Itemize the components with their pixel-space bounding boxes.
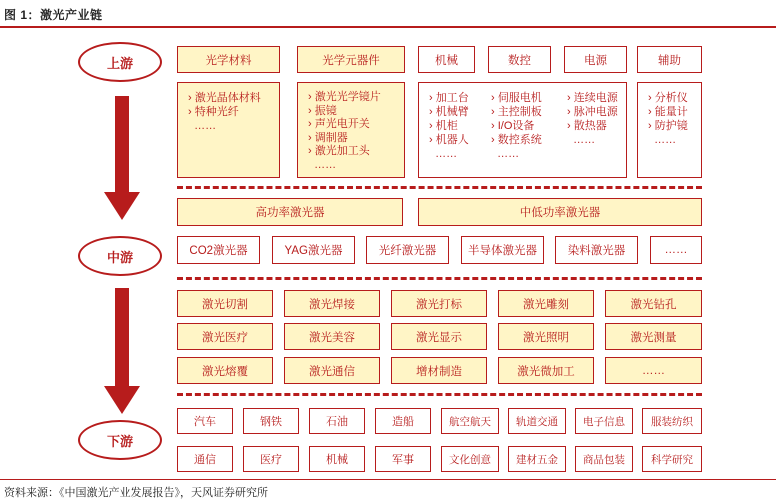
mechanical-list	[419, 83, 469, 161]
list-item: › 机械臂	[429, 106, 469, 118]
components-list	[298, 83, 404, 172]
list-item: › 伺服电机	[491, 92, 542, 104]
upstream-header-cnc: 数控	[488, 46, 551, 73]
upstream-header-power: 电源	[564, 46, 627, 73]
list-item: ……	[435, 148, 458, 160]
list-item: › 振镜	[308, 104, 337, 117]
industry-textiles: 服装纺织	[642, 408, 702, 434]
application-laser-cladding: 激光熔覆	[177, 357, 273, 384]
list-item: › 激光光学镜片	[308, 91, 381, 103]
industry-machinery: 机械	[309, 446, 365, 472]
list-item: › 连续电源	[567, 92, 618, 104]
down-arrow-icon	[104, 288, 140, 414]
components-list-box	[297, 82, 405, 178]
laser-type-dye: 染料激光器	[555, 236, 638, 264]
list-item: ……	[314, 158, 337, 171]
list-item: › 主控制板	[491, 106, 542, 118]
stage-midstream: 中游	[78, 236, 162, 276]
top-rule	[0, 26, 776, 28]
application-laser-welding: 激光焊接	[284, 290, 380, 317]
industry-building-hardware: 建材五金	[508, 446, 566, 472]
industry-rail-transit: 轨道交通	[508, 408, 566, 434]
industry-shipbuilding: 造船	[375, 408, 431, 434]
list-item: › 声光电开关	[308, 118, 370, 130]
application-laser-medical: 激光医疗	[177, 323, 273, 350]
list-item: › 防护镜	[648, 120, 688, 132]
laser-type-yag: YAG激光器	[272, 236, 355, 264]
application-laser-drilling: 激光钻孔	[605, 290, 702, 317]
application-laser-engraving: 激光雕刻	[498, 290, 594, 317]
list-item: ……	[194, 120, 217, 132]
materials-list	[178, 83, 279, 133]
stage-downstream: 下游	[78, 420, 162, 460]
industry-military: 军事	[375, 446, 431, 472]
list-item: ……	[573, 134, 596, 146]
mid-low-power-laser: 中低功率激光器	[418, 198, 702, 226]
high-power-laser: 高功率激光器	[177, 198, 403, 226]
auxiliary-list	[638, 83, 701, 147]
upstream-header-mechanical: 机械	[418, 46, 475, 73]
separator-downstream	[177, 393, 702, 396]
figure-title: 图 1：激光产业链	[4, 8, 103, 22]
application-laser-display: 激光显示	[391, 323, 487, 350]
materials-list-box	[177, 82, 280, 178]
application-laser-cosmetic: 激光美容	[284, 323, 380, 350]
industry-telecom: 通信	[177, 446, 233, 472]
list-item: › 激光晶体材料	[188, 92, 261, 104]
list-item: › 调制器	[308, 131, 348, 144]
laser-type-co2: CO2激光器	[177, 236, 260, 264]
laser-type-semiconductor: 半导体激光器	[461, 236, 544, 264]
cnc-list	[481, 83, 542, 161]
auxiliary-list-box	[637, 82, 702, 178]
separator-upstream	[177, 186, 702, 189]
application-laser-cutting: 激光切割	[177, 290, 273, 317]
industry-cultural-creative: 文化创意	[441, 446, 499, 472]
list-item: › 激光加工头	[308, 145, 370, 157]
down-arrow-icon	[104, 96, 140, 220]
industry-packaging: 商品包装	[575, 446, 633, 472]
industry-steel: 钢铁	[243, 408, 299, 434]
industry-medical: 医疗	[243, 446, 299, 472]
application-laser-marking: 激光打标	[391, 290, 487, 317]
list-item: › 加工台	[429, 92, 469, 104]
list-item: › 脉冲电源	[567, 106, 618, 118]
list-item: › 特种光纤	[188, 106, 239, 118]
list-item: ……	[654, 134, 677, 146]
application-laser-lighting: 激光照明	[498, 323, 594, 350]
list-item: › 分析仪	[648, 92, 688, 104]
application-laser-measurement: 激光测量	[605, 323, 702, 350]
industry-petroleum: 石油	[309, 408, 365, 434]
upstream-header-auxiliary: 辅助	[637, 46, 702, 73]
stage-upstream: 上游	[78, 42, 162, 82]
application-additive-manufacturing: 增材制造	[391, 357, 487, 384]
list-item: › 机柜	[429, 120, 458, 132]
list-item: ……	[497, 148, 520, 160]
power-list	[557, 83, 618, 147]
list-item: › 散热器	[567, 120, 607, 132]
source-note: 资料来源：《中国激光产业发展报告》，天风证券研究所	[4, 487, 268, 499]
application-more: ……	[605, 357, 702, 384]
list-item: › 能量计	[648, 106, 688, 118]
list-item: › I/O设备	[491, 120, 535, 132]
upstream-header-components: 光学元器件	[297, 46, 405, 73]
upstream-header-materials: 光学材料	[177, 46, 280, 73]
laser-type-more: ……	[650, 236, 702, 264]
equipment-list-box	[418, 82, 627, 178]
application-laser-communication: 激光通信	[284, 357, 380, 384]
laser-type-fiber: 光纤激光器	[366, 236, 449, 264]
industry-automotive: 汽车	[177, 408, 233, 434]
list-item: › 机器人	[429, 134, 469, 146]
industry-scientific-research: 科学研究	[642, 446, 702, 472]
industry-electronics: 电子信息	[575, 408, 633, 434]
industry-aerospace: 航空航天	[441, 408, 499, 434]
list-item: › 数控系统	[491, 134, 542, 146]
separator-midstream	[177, 277, 702, 280]
application-laser-micromachining: 激光微加工	[498, 357, 594, 384]
bottom-rule	[0, 479, 776, 480]
